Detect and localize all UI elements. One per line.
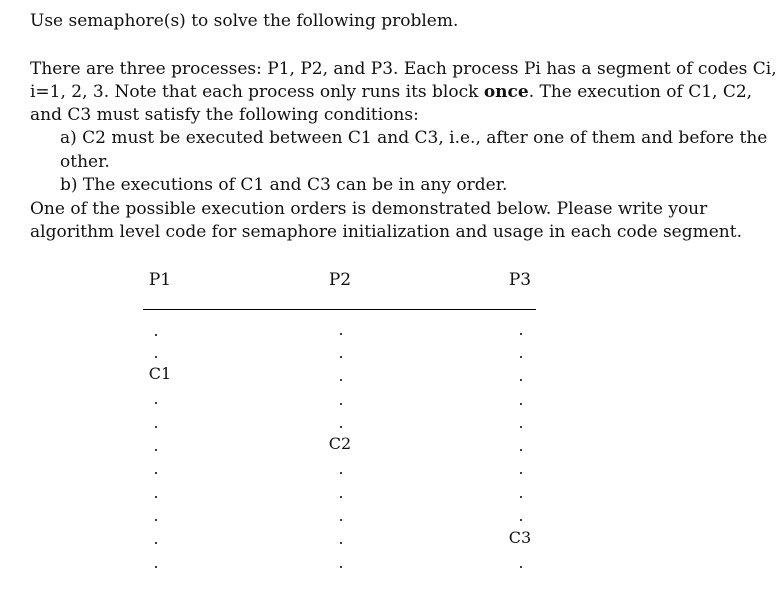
paragraph2-line-1: One of the possible execution orders is demonstrated below. Please write your bbox=[30, 199, 708, 219]
timeline-dot bbox=[340, 333, 342, 335]
timeline-dot bbox=[340, 566, 342, 568]
timeline-dot bbox=[155, 496, 157, 498]
timeline-dot bbox=[340, 403, 342, 405]
code-segment-c3: C3 bbox=[508, 528, 532, 547]
paragraph-line-3: and C3 must satisfy the following conditions: bbox=[30, 105, 419, 125]
column-header-p2: P2 bbox=[328, 270, 352, 290]
timeline-dot bbox=[520, 403, 522, 405]
paragraph2-line-2: algorithm level code for semaphore initialization and usage in each code segment. bbox=[30, 222, 742, 242]
timeline-dot bbox=[520, 472, 522, 474]
timeline-dot bbox=[155, 519, 157, 521]
timeline-dot bbox=[340, 542, 342, 544]
timeline-dot bbox=[520, 426, 522, 428]
emphasis-once: once bbox=[483, 82, 529, 102]
timeline-dot bbox=[155, 426, 157, 428]
column-header-p1: P1 bbox=[148, 270, 172, 290]
timeline-dot bbox=[520, 356, 522, 358]
diagram-divider bbox=[143, 309, 536, 310]
paragraph-line-2-start: i=1, 2, 3. Note that each process only runs its block bbox=[30, 82, 484, 102]
condition-a-line-1: a) C2 must be executed between C1 and C3, i.e., after one of them and before the bbox=[60, 128, 768, 148]
column-header-p3: P3 bbox=[508, 270, 532, 290]
timeline-dot bbox=[340, 519, 342, 521]
timeline-dot bbox=[340, 496, 342, 498]
timeline-dot bbox=[520, 333, 522, 335]
timeline-dot bbox=[155, 542, 157, 544]
timeline-dot bbox=[520, 566, 522, 568]
timeline-dot bbox=[520, 449, 522, 451]
timeline-dot bbox=[520, 379, 522, 381]
paragraph-line-2-end: . The execution of C1, C2, bbox=[528, 82, 753, 102]
timeline-dot bbox=[155, 402, 157, 404]
condition-b: b) The executions of C1 and C3 can be in any order. bbox=[60, 175, 508, 195]
timeline-dot bbox=[155, 334, 157, 336]
timeline-dot bbox=[155, 449, 157, 451]
code-segment-c2: C2 bbox=[328, 434, 352, 453]
paragraph-line-2 bbox=[30, 81, 752, 104]
timeline-dot bbox=[155, 566, 157, 568]
timeline-dot bbox=[520, 496, 522, 498]
code-segment-c1: C1 bbox=[148, 364, 172, 383]
problem-heading: Use semaphore(s) to solve the following problem. bbox=[30, 11, 459, 31]
timeline-dot bbox=[340, 356, 342, 358]
timeline-dot bbox=[340, 426, 342, 428]
paragraph-line-1: There are three processes: P1, P2, and P3. Each process Pi has a segment of codes Ci, bbox=[30, 59, 777, 79]
condition-a-line-2: other. bbox=[60, 152, 110, 172]
timeline-dot bbox=[520, 519, 522, 521]
timeline-dot bbox=[155, 356, 157, 358]
timeline-dot bbox=[340, 379, 342, 381]
timeline-dot bbox=[155, 472, 157, 474]
timeline-dot bbox=[340, 472, 342, 474]
